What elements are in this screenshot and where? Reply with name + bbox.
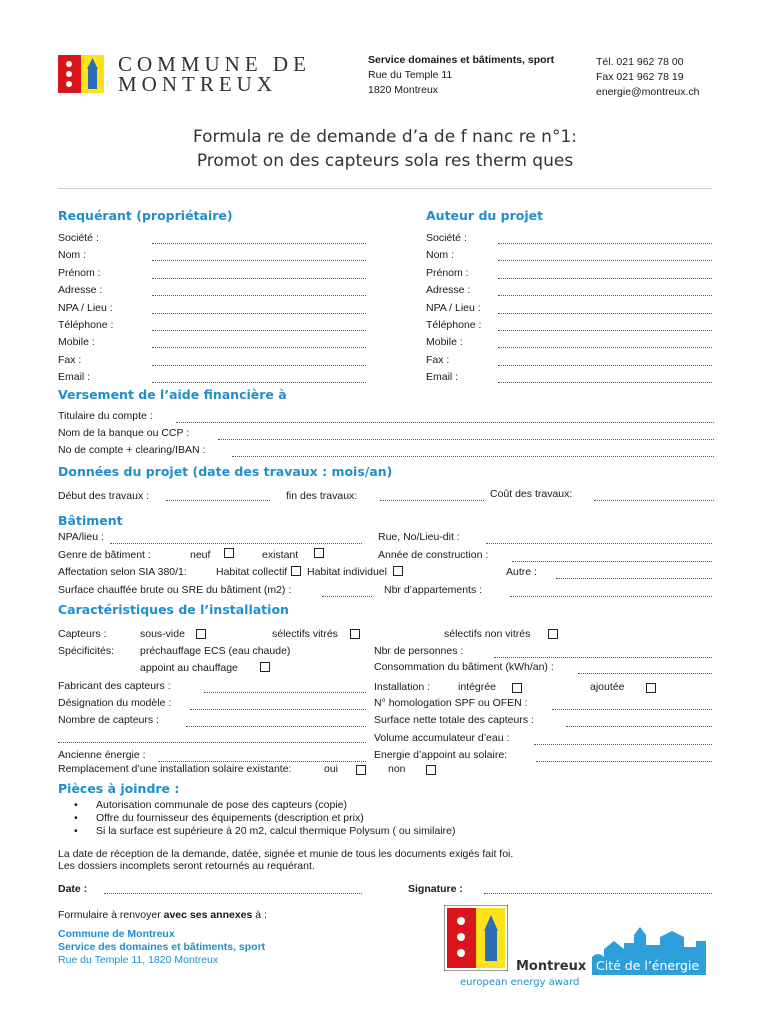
auteur-field-input[interactable] bbox=[498, 347, 712, 348]
form-title-line-2: Promot on des capteurs sola res therm ques bbox=[196, 151, 574, 171]
collectif-checkbox[interactable] bbox=[291, 566, 301, 576]
renvoyer-bold: avec ses annexes bbox=[163, 909, 253, 921]
requerant-field-label: Mobile : bbox=[58, 336, 95, 349]
brand-line-1: COMMUNE DE bbox=[118, 52, 311, 76]
requerant-field-input[interactable] bbox=[152, 278, 366, 279]
debut-input[interactable] bbox=[166, 500, 270, 501]
annee-label: Année de construction : bbox=[378, 549, 489, 561]
signature-label: Signature : bbox=[408, 883, 463, 895]
requerant-field-input[interactable] bbox=[152, 243, 366, 244]
nombre-input[interactable] bbox=[186, 726, 366, 727]
auteur-field-input[interactable] bbox=[498, 382, 712, 383]
volume-input[interactable] bbox=[534, 744, 712, 745]
requerant-field-label: Fax : bbox=[58, 353, 82, 366]
nombre-label: Nombre de capteurs : bbox=[58, 714, 159, 726]
requerant-field-input[interactable] bbox=[152, 260, 366, 261]
contact-email[interactable]: energie@montreux.ch bbox=[596, 86, 700, 98]
autre-input[interactable] bbox=[556, 578, 712, 579]
sous-vide-label: sous-vide bbox=[140, 628, 185, 640]
designation-label: Désignation du modèle : bbox=[58, 697, 172, 709]
contact-info bbox=[596, 55, 699, 100]
surface-input[interactable] bbox=[322, 596, 372, 597]
requerant-field-label: NPA / Lieu : bbox=[58, 301, 113, 314]
specificites-label: Spécificités: bbox=[58, 645, 115, 657]
reception-note: La date de réception de la demande, datée, signée et munie de tous les documents exigés fait foi. bbox=[58, 848, 514, 860]
contact-tel: Tél. 021 962 78 00 bbox=[596, 56, 684, 68]
integree-checkbox[interactable] bbox=[512, 683, 522, 693]
surface-nette-input[interactable] bbox=[566, 726, 712, 727]
inst-label: Installation : bbox=[374, 681, 431, 693]
donnees-heading: Données du projet (date des travaux : mois/an) bbox=[58, 464, 393, 479]
autre-label: Autre : bbox=[506, 566, 537, 578]
auteur-field-label: NPA / Lieu : bbox=[426, 301, 481, 314]
selectifs-non-label: sélectifs non vitrés bbox=[444, 628, 531, 640]
brand-line-2: MONTREUX bbox=[118, 72, 277, 96]
debut-label: Début des travaux : bbox=[58, 490, 150, 502]
renvoyer-post: à : bbox=[252, 909, 267, 921]
bullet-icon: • bbox=[74, 825, 78, 837]
genre-label: Genre de bâtiment : bbox=[58, 549, 151, 561]
auteur-field-label: Adresse : bbox=[426, 284, 471, 297]
individuel-checkbox[interactable] bbox=[393, 566, 403, 576]
non-label: non bbox=[388, 763, 406, 775]
auteur-field-label: Email : bbox=[426, 371, 459, 384]
capteurs-label: Capteurs : bbox=[58, 628, 107, 640]
selectifs-vitres-label: sélectifs vitrés bbox=[272, 628, 338, 640]
versement-heading: Versement de l’aide financière à bbox=[58, 387, 287, 402]
footer-service: Service des domaines et bâtiments, sport bbox=[58, 941, 266, 953]
auteur-heading: Auteur du projet bbox=[426, 208, 544, 223]
integree-label: intégrée bbox=[458, 681, 496, 693]
auteur-field-input[interactable] bbox=[498, 295, 712, 296]
auteur-field-label: Prénom : bbox=[426, 266, 469, 279]
ajoutee-label: ajoutée bbox=[590, 681, 625, 693]
requerant-heading: Requérant (propriétaire) bbox=[58, 208, 233, 223]
homologation-input[interactable] bbox=[552, 709, 712, 710]
batiment-heading: Bâtiment bbox=[58, 513, 123, 528]
npa-input[interactable] bbox=[110, 543, 362, 544]
footer-commune: Commune de Montreux bbox=[58, 928, 175, 940]
rue-input[interactable] bbox=[486, 543, 712, 544]
extra-line-input[interactable] bbox=[58, 742, 366, 743]
appartements-input[interactable] bbox=[510, 596, 712, 597]
energie-appoint-label: Energie d’appoint au solaire: bbox=[374, 749, 508, 761]
auteur-field-label: Téléphone : bbox=[426, 319, 482, 331]
coat-of-arms-logo bbox=[58, 55, 104, 93]
bullet-icon: • bbox=[74, 812, 78, 824]
requerant-field-input[interactable] bbox=[152, 313, 366, 314]
logo-award-text: european energy award bbox=[460, 977, 580, 988]
ancienne-label: Ancienne énergie : bbox=[58, 749, 146, 761]
remplacement-label: Remplacement d’une installation solaire existante: bbox=[58, 763, 292, 775]
auteur-field-input[interactable] bbox=[498, 260, 712, 261]
logo-cite-text: Cité de l’énergie bbox=[596, 958, 700, 973]
service-name: Service domaines et bâtiments, sport bbox=[368, 54, 555, 66]
prechauffage-label: préchauffage ECS (eau chaude) bbox=[140, 645, 291, 657]
selectifs-vitres-checkbox[interactable] bbox=[350, 629, 360, 639]
auteur-field-label: Fax : bbox=[426, 353, 450, 366]
sous-vide-checkbox[interactable] bbox=[196, 629, 206, 639]
bullet-icon: • bbox=[74, 799, 78, 811]
title-divider bbox=[58, 188, 712, 189]
titulaire-input[interactable] bbox=[176, 422, 714, 423]
auteur-field-label: Nom : bbox=[426, 249, 455, 262]
auteur-field-input[interactable] bbox=[498, 330, 712, 331]
surface-nette-label: Surface nette totale des capteurs : bbox=[374, 714, 534, 726]
banque-label: Nom de la banque ou CCP : bbox=[58, 427, 190, 439]
cout-label: Coût des travaux: bbox=[490, 488, 573, 500]
titulaire-label: Titulaire du compte : bbox=[58, 410, 153, 422]
cout-input[interactable] bbox=[594, 500, 714, 501]
collectif-label: Habitat collectif bbox=[216, 566, 288, 578]
consommation-input[interactable] bbox=[578, 673, 712, 674]
auteur-field-input[interactable] bbox=[498, 365, 712, 366]
pieces-heading: Pièces à joindre : bbox=[58, 781, 180, 796]
neuf-checkbox[interactable] bbox=[224, 548, 234, 558]
homologation-label: N° homologation SPF ou OFEN : bbox=[374, 697, 528, 709]
renvoyer-text bbox=[58, 909, 267, 921]
form-title-line-1: Formula re de demande d’a de f nanc re n°1: bbox=[192, 127, 577, 147]
requerant-field-label: Nom : bbox=[58, 249, 87, 262]
auteur-field-input[interactable] bbox=[498, 313, 712, 314]
service-city: 1820 Montreux bbox=[368, 84, 439, 96]
coat-of-arms-large-icon bbox=[444, 905, 508, 971]
fabricant-label: Fabricant des capteurs : bbox=[58, 680, 171, 692]
requerant-field-input[interactable] bbox=[152, 365, 366, 366]
auteur-field-label: Société : bbox=[426, 232, 467, 244]
installation-heading: Caractéristiques de l’installation bbox=[58, 602, 289, 617]
fin-input[interactable] bbox=[380, 500, 484, 501]
contact-fax: Fax 021 962 78 19 bbox=[596, 71, 684, 83]
pieces-item: Si la surface est supérieure à 20 m2, calcul thermique Polysum ( ou similaire) bbox=[96, 825, 456, 837]
fabricant-input[interactable] bbox=[204, 692, 366, 693]
pieces-item: Autorisation communale de pose des capteurs (copie) bbox=[96, 799, 347, 811]
pieces-item: Offre du fournisseur des équipements (description et prix) bbox=[96, 812, 364, 824]
volume-label: Volume accumulateur d’eau : bbox=[374, 732, 510, 744]
auteur-field-input[interactable] bbox=[498, 243, 712, 244]
banque-input[interactable] bbox=[218, 439, 714, 440]
designation-input[interactable] bbox=[190, 709, 366, 710]
compte-input[interactable] bbox=[232, 456, 714, 457]
renvoyer-pre: Formulaire à renvoyer bbox=[58, 909, 164, 921]
ajoutee-checkbox[interactable] bbox=[646, 683, 656, 693]
appartements-label: Nbr d’appartements : bbox=[384, 584, 483, 596]
requerant-field-label: Téléphone : bbox=[58, 319, 114, 331]
date-input[interactable] bbox=[104, 893, 362, 894]
requerant-field-label: Adresse : bbox=[58, 284, 103, 297]
energie-appoint-input[interactable] bbox=[536, 761, 712, 762]
logo-montreux-text: Montreux bbox=[516, 959, 587, 974]
individuel-label: Habitat individuel bbox=[307, 566, 387, 578]
consommation-label: Consommation du bâtiment (kWh/an) : bbox=[374, 661, 554, 673]
signature-input[interactable] bbox=[484, 893, 712, 894]
date-label: Date : bbox=[58, 883, 88, 895]
ancienne-input[interactable] bbox=[158, 761, 366, 762]
affectation-label: Affectation selon SIA 380/1: bbox=[58, 566, 187, 578]
service-address bbox=[368, 53, 554, 98]
requerant-field-label: Email : bbox=[58, 371, 91, 384]
requerant-field-input[interactable] bbox=[152, 382, 366, 383]
requerant-field-label: Société : bbox=[58, 232, 99, 244]
oui-checkbox[interactable] bbox=[356, 765, 366, 775]
annee-input[interactable] bbox=[512, 561, 712, 562]
appoint-checkbox[interactable] bbox=[260, 662, 270, 672]
cite-energie-logo bbox=[444, 905, 714, 991]
requerant-field-input[interactable] bbox=[152, 295, 366, 296]
auteur-field-label: Mobile : bbox=[426, 336, 463, 349]
npa-label: NPA/lieu : bbox=[58, 531, 104, 543]
surface-label: Surface chauffée brute ou SRE du bâtiment (m2) : bbox=[58, 584, 292, 596]
requerant-field-input[interactable] bbox=[152, 330, 366, 331]
incomplets-note: Les dossiers incomplets seront retournés au requérant. bbox=[58, 860, 315, 872]
fin-label: fin des travaux: bbox=[286, 490, 358, 502]
oui-label: oui bbox=[324, 763, 339, 775]
footer-adresse: Rue du Temple 11, 1820 Montreux bbox=[58, 954, 219, 966]
service-street: Rue du Temple 11 bbox=[368, 69, 453, 81]
existant-label: existant bbox=[262, 549, 299, 561]
appoint-label: appoint au chauffage bbox=[140, 662, 238, 674]
non-checkbox[interactable] bbox=[426, 765, 436, 775]
auteur-field-input[interactable] bbox=[498, 278, 712, 279]
nbr-personnes-label: Nbr de personnes : bbox=[374, 645, 464, 657]
requerant-field-input[interactable] bbox=[152, 347, 366, 348]
nbr-personnes-input[interactable] bbox=[494, 657, 712, 658]
existant-checkbox[interactable] bbox=[314, 548, 324, 558]
compte-label: No de compte + clearing/IBAN : bbox=[58, 444, 206, 456]
neuf-label: neuf bbox=[190, 549, 211, 561]
requerant-field-label: Prénom : bbox=[58, 266, 101, 279]
selectifs-non-checkbox[interactable] bbox=[548, 629, 558, 639]
rue-label: Rue, No/Lieu-dit : bbox=[378, 531, 460, 543]
